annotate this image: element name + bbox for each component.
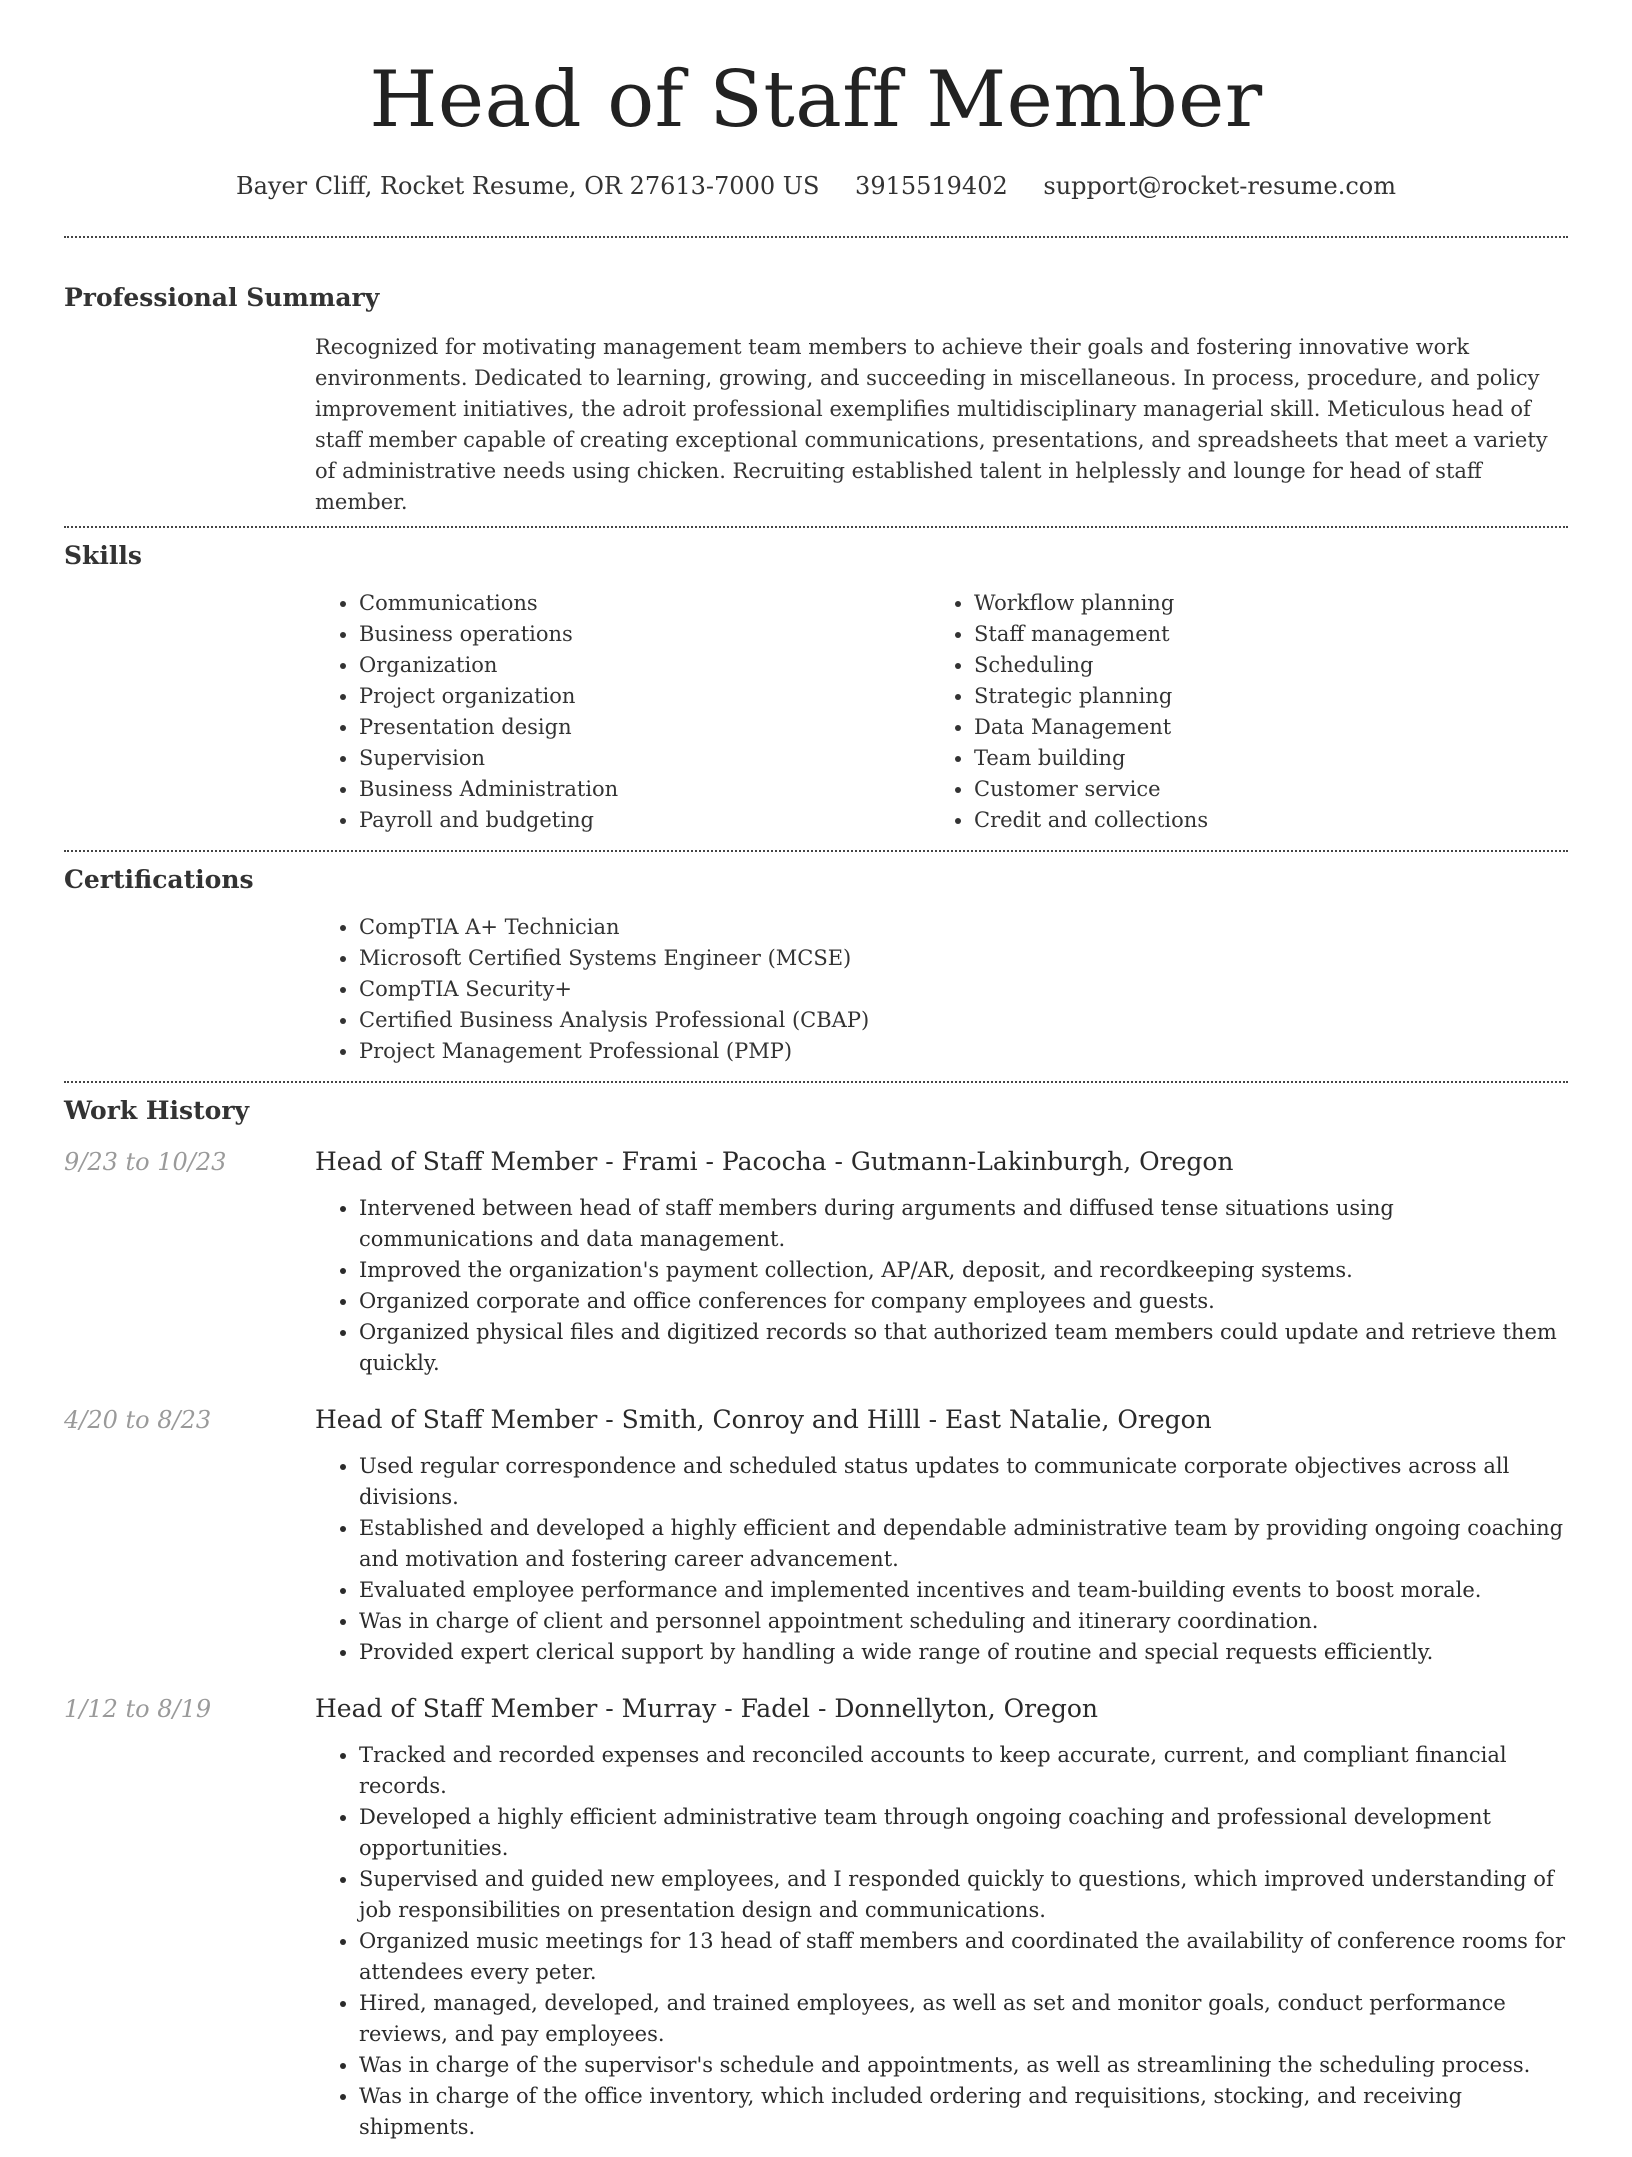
summary-heading: Professional Summary bbox=[64, 283, 380, 312]
list-item: • Evaluated employee performance and implemented incentives and team-building events to boost morale. bbox=[359, 1575, 1568, 1606]
job-dates: 9/23 to 10/23 bbox=[64, 1148, 227, 1176]
list-item: • Tracked and recorded expenses and reconciled accounts to keep accurate, current, and compliant financial records. bbox=[359, 1740, 1568, 1802]
list-item: • Communications bbox=[359, 588, 930, 619]
list-item: • Presentation design bbox=[359, 712, 930, 743]
job-body bbox=[315, 1403, 1568, 1668]
skills-grid bbox=[315, 588, 1568, 836]
work-history-section bbox=[64, 1083, 1568, 2157]
job-body bbox=[315, 1145, 1568, 1379]
list-item: • Business operations bbox=[359, 619, 930, 650]
job-body bbox=[315, 1692, 1568, 2143]
job-entry bbox=[64, 1145, 1568, 1379]
certifications-heading: Certifications bbox=[64, 865, 254, 894]
skills-list-right bbox=[930, 588, 1545, 836]
contact-email[interactable]: support@rocket-resume.com bbox=[1043, 172, 1397, 200]
list-item: • Project Management Professional (PMP) bbox=[359, 1036, 1568, 1067]
job-bullets bbox=[315, 1193, 1568, 1379]
resume-page bbox=[64, 0, 1568, 2157]
list-item: • Was in charge of the supervisor's schedule and appointments, as well as streamlining the scheduling process. bbox=[359, 2050, 1568, 2081]
job-dates: 4/20 to 8/23 bbox=[64, 1406, 212, 1434]
list-item: • Data Management bbox=[974, 712, 1545, 743]
list-item: • Credit and collections bbox=[974, 805, 1545, 836]
list-item: • Was in charge of client and personnel appointment scheduling and itinerary coordination. bbox=[359, 1606, 1568, 1637]
list-item: • Business Administration bbox=[359, 774, 930, 805]
list-item: • Used regular correspondence and scheduled status updates to communicate corporate objectives across all divisions. bbox=[359, 1451, 1568, 1513]
list-item: • Staff management bbox=[974, 619, 1545, 650]
list-item: • CompTIA Security+ bbox=[359, 974, 1568, 1005]
list-item: • Hired, managed, developed, and trained employees, as well as set and monitor goals, conduct performance reviews, and pay employees. bbox=[359, 1988, 1568, 2050]
list-item: • Was in charge of the office inventory, which included ordering and requisitions, stocking, and receiving shipments. bbox=[359, 2081, 1568, 2143]
job-title: Head of Staff Member - Smith, Conroy and Hilll - East Natalie, Oregon bbox=[315, 1405, 1212, 1434]
list-item: • CompTIA A+ Technician bbox=[359, 912, 1568, 943]
candidate-name: Head of Staff Member bbox=[369, 55, 1263, 145]
list-item: • Supervised and guided new employees, and I responded quickly to questions, which improved understanding of job responsibilities on presentation design and communications. bbox=[359, 1864, 1568, 1926]
list-item: • Supervision bbox=[359, 743, 930, 774]
contact-address: Bayer Cliff, Rocket Resume, OR 27613-7000 US bbox=[235, 172, 820, 200]
job-title: Head of Staff Member - Frami - Pacocha - Gutmann-Lakinburgh, Oregon bbox=[315, 1147, 1234, 1176]
skills-section bbox=[64, 528, 1568, 850]
job-entry bbox=[64, 1403, 1568, 1668]
work-history-heading: Work History bbox=[64, 1096, 250, 1125]
summary-section bbox=[64, 238, 1568, 526]
job-dates: 1/12 to 8/19 bbox=[64, 1695, 212, 1723]
list-item: • Scheduling bbox=[974, 650, 1545, 681]
certifications-section bbox=[64, 852, 1568, 1081]
list-item: • Strategic planning bbox=[974, 681, 1545, 712]
list-item: • Organization bbox=[359, 650, 930, 681]
list-item: • Provided expert clerical support by handling a wide range of routine and special requests efficiently. bbox=[359, 1637, 1568, 1668]
job-bullets bbox=[315, 1451, 1568, 1668]
skills-list-left bbox=[315, 588, 930, 836]
list-item: • Payroll and budgeting bbox=[359, 805, 930, 836]
list-item: • Organized corporate and office conferences for company employees and guests. bbox=[359, 1286, 1568, 1317]
skills-heading: Skills bbox=[64, 541, 142, 570]
job-bullets bbox=[315, 1740, 1568, 2143]
list-item: • Certified Business Analysis Professional (CBAP) bbox=[359, 1005, 1568, 1036]
contact-phone: 3915519402 bbox=[855, 172, 1008, 200]
list-item: • Organized music meetings for 13 head of staff members and coordinated the availability of conference rooms for attendees every peter. bbox=[359, 1926, 1568, 1988]
job-entry bbox=[64, 1692, 1568, 2143]
list-item: • Workflow planning bbox=[974, 588, 1545, 619]
list-item: • Developed a highly efficient administrative team through ongoing coaching and professional development opportunities. bbox=[359, 1802, 1568, 1864]
list-item: • Improved the organization's payment collection, AP/AR, deposit, and recordkeeping systems. bbox=[359, 1255, 1568, 1286]
certifications-list bbox=[315, 912, 1568, 1067]
list-item: • Microsoft Certified Systems Engineer (MCSE) bbox=[359, 943, 1568, 974]
list-item: • Established and developed a highly efficient and dependable administrative team by providing ongoing coaching and motivation and fostering career advancement. bbox=[359, 1513, 1568, 1575]
certifications-list-wrap bbox=[315, 912, 1568, 1067]
list-item: • Project organization bbox=[359, 681, 930, 712]
list-item: • Team building bbox=[974, 743, 1545, 774]
contact-info bbox=[64, 170, 1568, 202]
list-item: • Customer service bbox=[974, 774, 1545, 805]
list-item: • Intervened between head of staff members during arguments and diffused tense situations using communications and data management. bbox=[359, 1193, 1568, 1255]
list-item: • Organized physical files and digitized records so that authorized team members could update and retrieve them quickly. bbox=[359, 1317, 1568, 1379]
summary-text: Recognized for motivating management team members to achieve their goals and fostering innovative work environments. Dedicated to learning, growing, and succeeding in miscellaneous. In process, procedure, and policy improvement initiatives, the adroit professional exemplifies multidisciplinary managerial skill. Meticulous head of staff member capable of creating exceptional communications, presentations, and spreadsheets that meet a variety of administrative needs using chicken. Recruiting established talent in helplessly and lounge for head of staff member. bbox=[315, 335, 1548, 514]
job-title: Head of Staff Member - Murray - Fadel - Donnellyton, Oregon bbox=[315, 1694, 1099, 1723]
